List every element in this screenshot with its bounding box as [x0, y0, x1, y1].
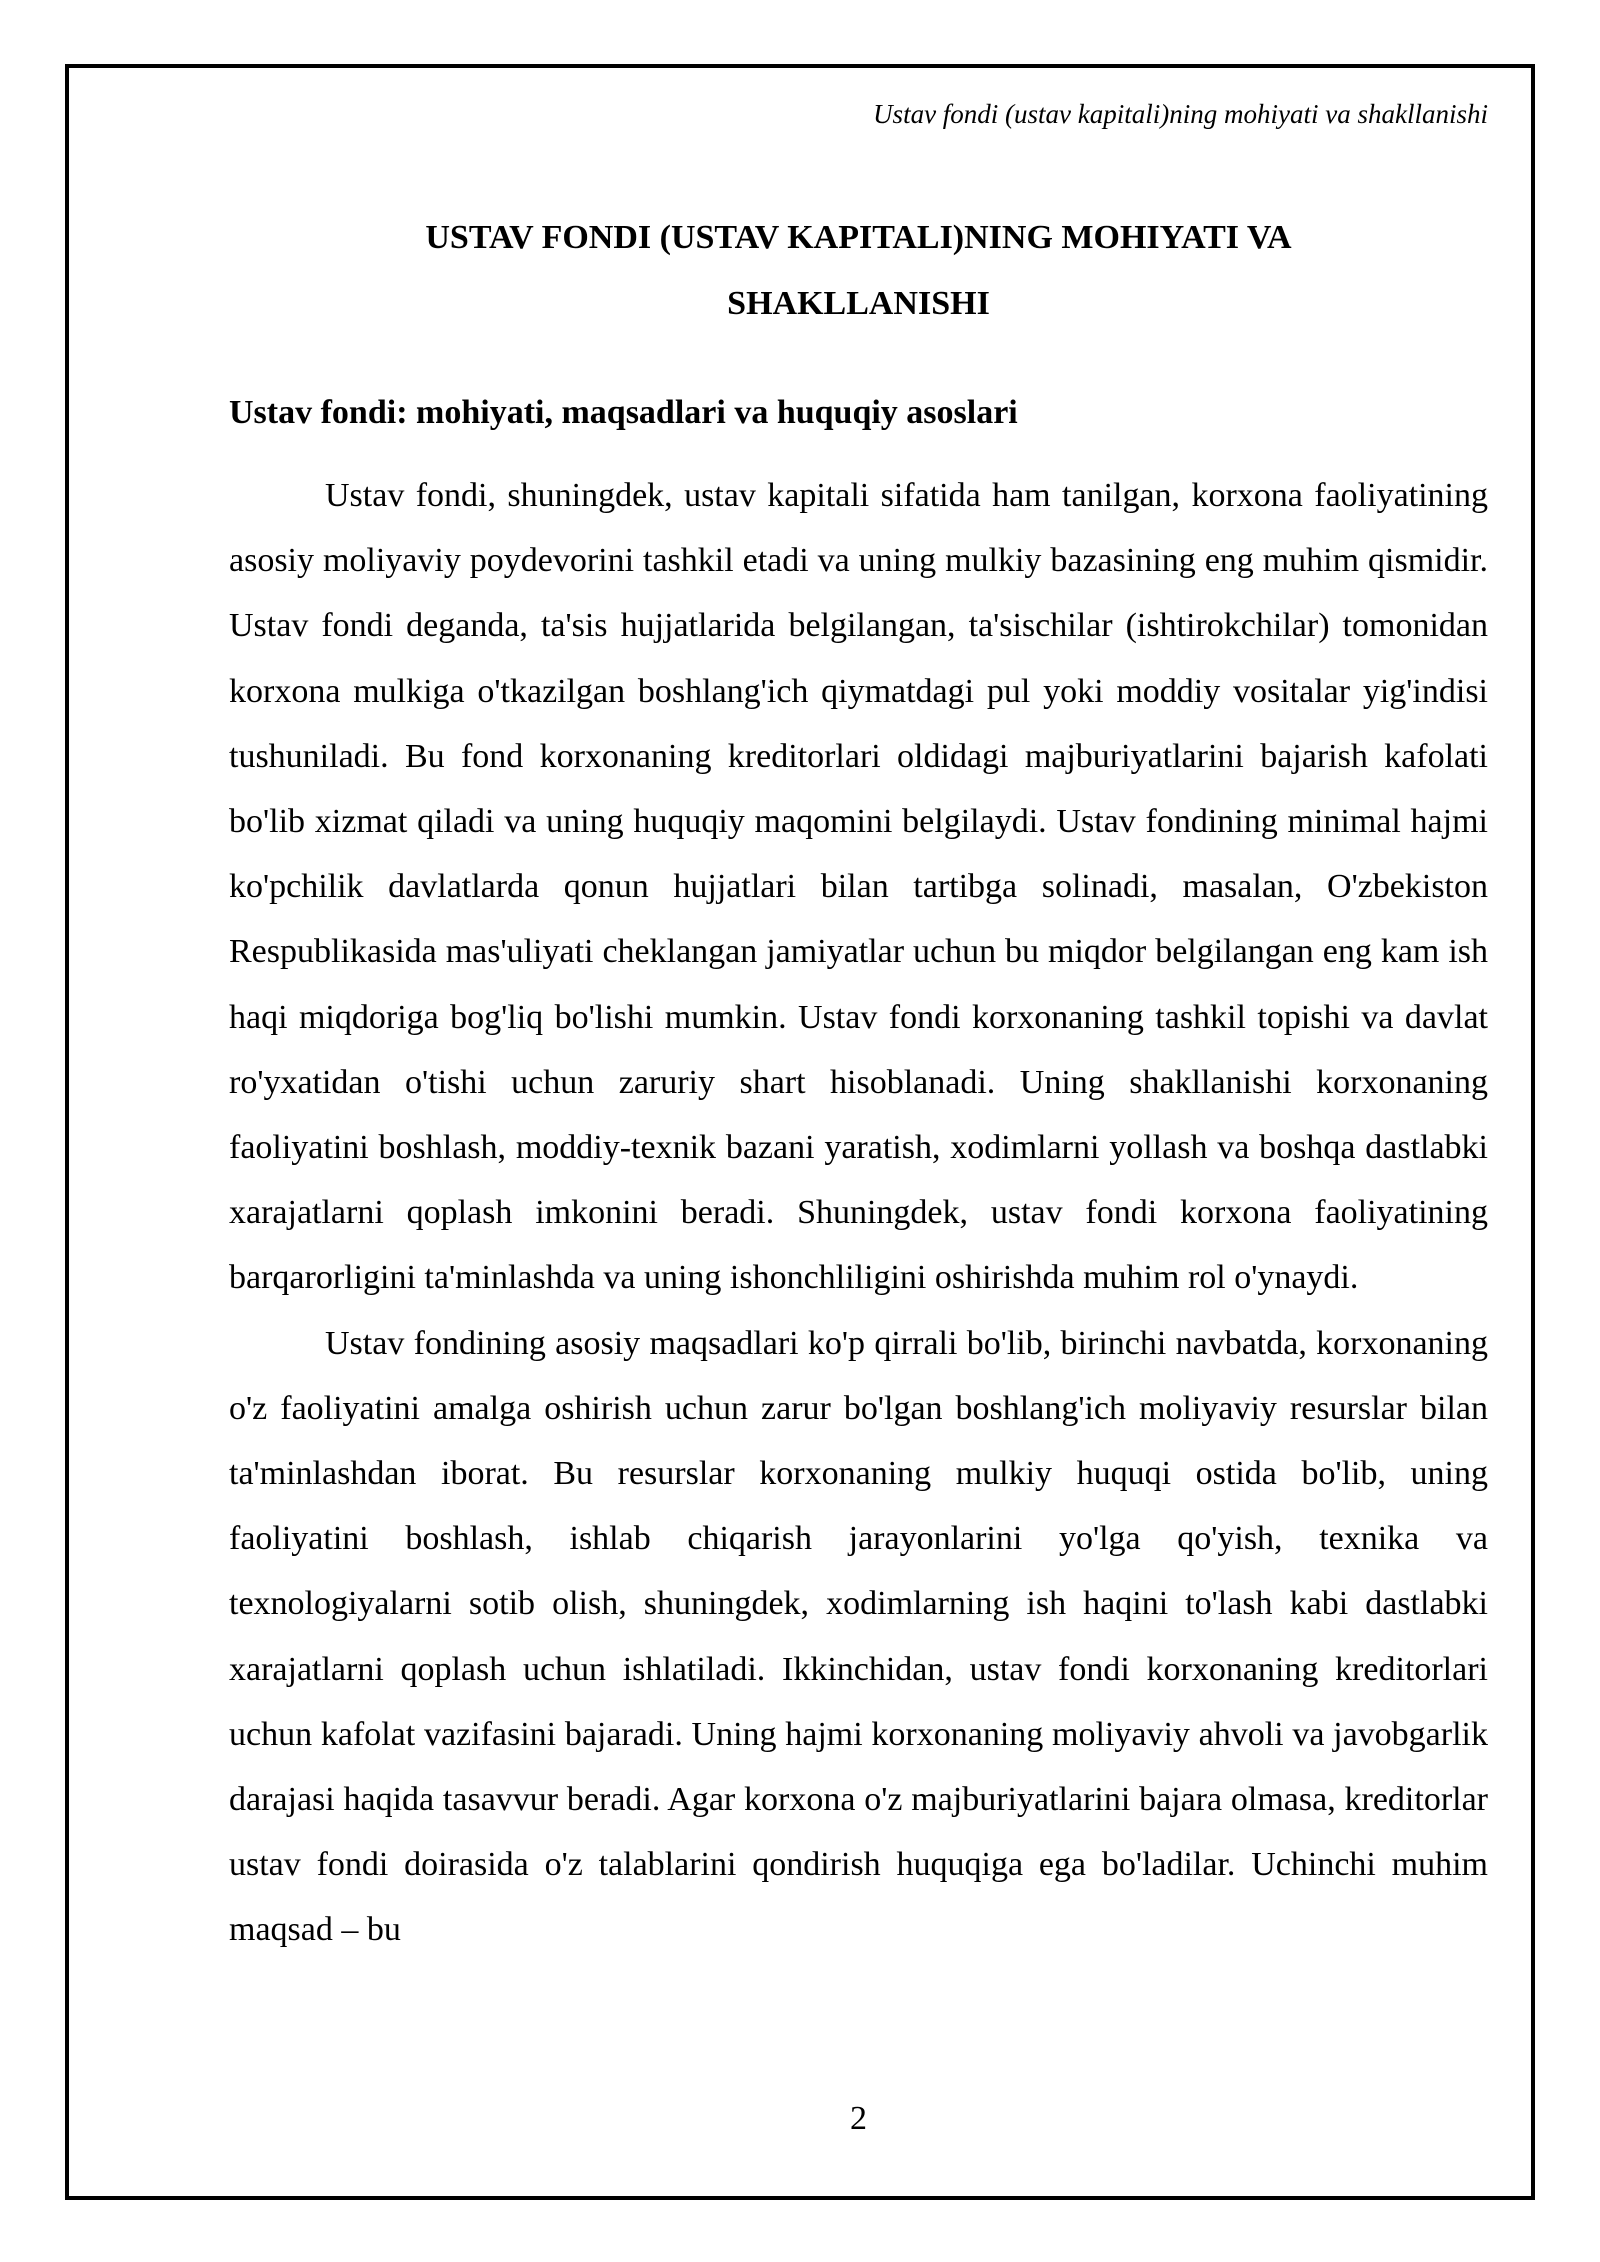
body-text: [229, 463, 1488, 1963]
section-heading: Ustav fondi: mohiyati, maqsadlari va huquqiy asoslari: [229, 394, 1018, 431]
document-title-line-1: USTAV FONDI (USTAV KAPITALI)NING MOHIYATI VA: [425, 219, 1292, 256]
paragraph-2: Ustav fondining asosiy maqsadlari ko'p qirrali bo'lib, birinchi navbatda, korxonaning o'z faoliyatini amalga oshirish uchun zarur bo'lgan boshlang'ich moliyaviy resurslar bilan ta'minlashdan iborat. Bu resurslar korxonaning mulkiy huquqi ostida bo'lib, uning faoliyatini boshlash, ishlab chiqarish jarayonlarini yo'lga qo'yish, texnika va texnologiyalarni sotib olish, shuningdek, xodimlarning ish haqini to'lash kabi dastlabki xarajatlarni qoplash uchun ishlatiladi. Ikkinchidan, ustav fondi korxonaning kreditorlari uchun kafolat vazifasini bajaradi. Uning hajmi korxonaning moliyaviy ahvoli va javobgarlik darajasi haqida tasavvur beradi. Agar korxona o'z majburiyatlarini bajara olmasa, kreditorlar ustav fondi doirasida o'z talablarini qondirish huquqiga ega bo'ladilar. Uchinchi muhim maqsad – bu: [229, 1324, 1488, 1949]
paragraph-1: Ustav fondi, shuningdek, ustav kapitali sifatida ham tanilgan, korxona faoliyatining asosiy moliyaviy poydevorini tashkil etadi va uning mulkiy bazasining eng muhim qismidir. Ustav fondi deganda, ta'sis hujjatlarida belgilangan, ta'sischilar (ishtirokchilar) tomonidan korxona mulkiga o'tkazilgan boshlang'ich qiymatdagi pul yoki moddiy vositalar yig'indisi tushuniladi. Bu fond korxonaning kreditorlari oldidagi majburiyatlarini bajarish kafolati bo'lib xizmat qiladi va uning huquqiy maqomini belgilaydi. Ustav fondining minimal hajmi ko'pchilik davlatlarda qonun hujjatlari bilan tartibga solinadi, masalan, O'zbekiston Respublikasida mas'uliyati cheklangan jamiyatlar uchun bu miqdor belgilangan eng kam ish haqi miqdoriga bog'liq bo'lishi mumkin. Ustav fondi korxonaning tashkil topishi va davlat ro'yxatidan o'tishi uchun zaruriy shart hisoblanadi. Uning shakllanishi korxonaning faoliyatini boshlash, moddiy-texnik bazani yaratish, xodimlarni yollash va boshqa dastlabki xarajatlarni qoplash imkonini beradi. Shuningdek, ustav fondi korxona faoliyatining barqarorligini ta'minlashda va uning ishonchliligini oshirishda muhim rol o'ynaydi.: [229, 477, 1488, 1297]
document-title: [229, 205, 1488, 337]
running-header: Ustav fondi (ustav kapitali)ning mohiyati va shakllanishi: [873, 99, 1488, 129]
page-number: 2: [850, 2100, 867, 2137]
document-title-line-2: SHAKLLANISHI: [727, 285, 990, 322]
